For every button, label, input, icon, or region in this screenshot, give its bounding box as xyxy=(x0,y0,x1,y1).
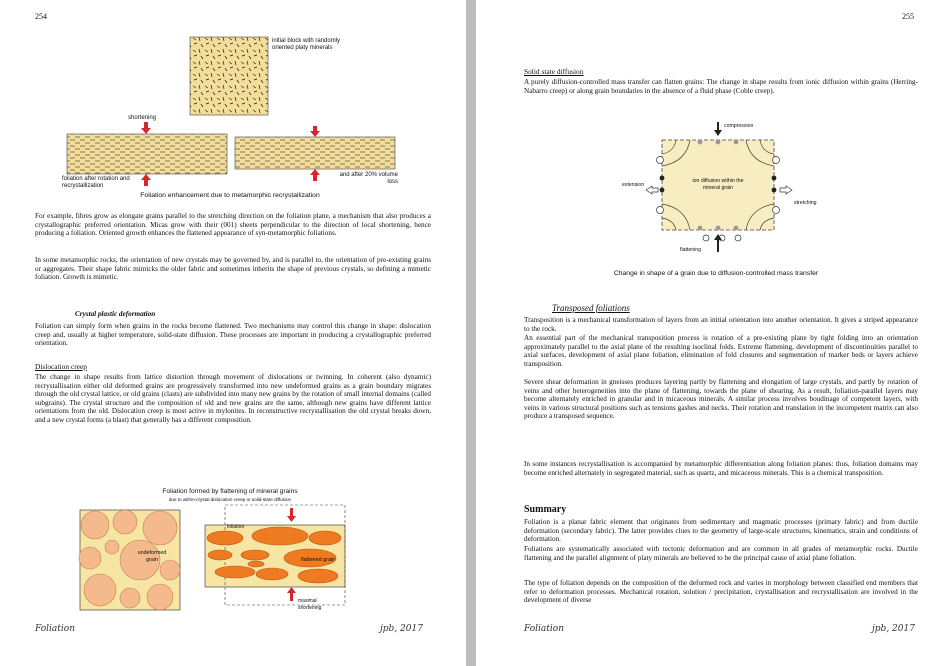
page-gutter xyxy=(466,0,476,666)
label-shortening: shortening xyxy=(128,115,157,121)
paragraph: The change in shape results from lattice distortion through movement of dislocations or twinning. In coherent (also dynamic) recrystallisation either old deformed grains are progressively transformed into new undeformed grains as a grain boundary migrates through the old crystal lattice, or old grains (clasts) are subdivided into many new grains by the rotation of small internal domains (called subgrains). The crystal structure and the composition of old and new grains are the same, although new grains have different lattice orientations from the old. Dislocation creep is most active in mylonites. In reconstructive recrystallisation the old crystal breaks down, and a new crystal forms (a blast) that generally has a different composition. xyxy=(35,373,431,424)
label-initial-block: initial block with randomly oriented platy minerals xyxy=(272,38,341,51)
figure-title: Foliation formed by flattening of mineral grains xyxy=(162,488,298,495)
label-extension: extension xyxy=(622,182,645,188)
page-number: 255 xyxy=(902,12,914,21)
label-foliation: foliation xyxy=(227,524,245,530)
paragraph: A purely diffusion-controlled mass transfer can flatten grains: The change in shape results from ionic diffusion within grains (Herring-Nabarro creep) or along grain boundaries in the absence of a fluid phase (Coble creep). xyxy=(524,78,918,95)
label-after-volume-loss: and after 20% volume loss xyxy=(339,172,398,185)
footer-title: Foliation xyxy=(35,624,76,634)
initial-block xyxy=(190,37,268,115)
figure-caption: Change in shape of a grain due to diffusion-controlled mass transfer xyxy=(613,270,819,277)
label-flattened-grain: flattened grain xyxy=(301,557,336,563)
figure-flattened-grains xyxy=(0,500,466,620)
paragraph: An essential part of the mechanical transposition process is rotation of a pre-existing plane by tight folding into an orientation approximately parallel to the axial plane of the resulting isoclinal folds. Extreme flattening, development of discontinuities parallel to axial surfaces, development of axial plane foliation, elimination of fold closures and segmentation of marker beds or layers achieve transposition. xyxy=(524,334,918,368)
label-maximal-shortening: maximal shortening xyxy=(298,598,322,611)
label-compression: compression xyxy=(724,123,754,129)
paragraph: Foliations are systematically associated with tectonic deformation and are common in all grades of metamorphic rocks. Ductile flattening and the parallel alignment of platy minerals are believed to be the principal cause of axial plane foliation. xyxy=(524,545,918,562)
footer-title: Foliation xyxy=(524,624,565,634)
foliated-block xyxy=(67,134,227,174)
label-after-rotation: foliation after rotation and recrystallization xyxy=(62,176,130,189)
paragraph: In some instances recrystallisation is accompanied by metamorphic differentiation along foliation planes: thus, foliation domains may become enriched alternately in segregated material, such as quartz, and micaceous minerals. This is a chemical transposition. xyxy=(524,460,918,477)
heading-solid-state-diffusion: Solid state diffusion xyxy=(524,67,584,76)
paragraph: Severe shear deformation in gneisses produces layering partly by flattening and elongation of large crystals, and partly by rotation of veins and other heterogeneities into the plane of flattening, towards the plane of shearing. As a result, foliation-parallel layers may become alternately enriched in granular and in micaceous minerals. A similar process involves boudinage of competent layers, with veins in various structural positions such as tensions gashes and necks. Their rotation and translation in the incompetent matrix can also produce a transposed sequence. xyxy=(524,378,918,421)
label-stretching: stretching xyxy=(794,200,817,206)
foliated-block-volume-loss xyxy=(235,137,395,169)
paragraph: Foliation can simply form when grains in the rocks become flattened. Two mechanisms may control this change in shape: dislocation creep and, usually at higher temperature, solid-state diffusion. These processes are important in producing a crystallographic preferred orientation. xyxy=(35,322,431,348)
footer-author: jpb, 2017 xyxy=(872,624,915,634)
figure-caption: Foliation enhancement due to metamorphic recrystallization xyxy=(140,192,320,199)
label-flattening: flattening xyxy=(680,247,702,253)
paragraph: In some metamorphic rocks, the orientation of new crystals may be governed by, and is parallel to, the orientation of pre-existing grains or aggregates. Their shape fabric mimicks the older fabric and sometimes inherits the shape of previous crystals, so defining a mimetic foliation. Growth is mimetic. xyxy=(35,256,431,282)
right-page xyxy=(476,0,932,666)
paragraph: Foliation is a planar fabric element that originates from sedimentary and magmatic processes (primary fabric) and from ductile deformation (secondary fabric). The latter provides clues to the geometry of large-scale structures, kinematics, strain and conditions of deformation. xyxy=(524,518,918,544)
heading-transposed-foliations: Transposed foliations xyxy=(552,303,630,313)
figure-diffusion-grain xyxy=(476,118,932,278)
page-number: 254 xyxy=(35,12,47,21)
footer-author: jpb, 2017 xyxy=(380,624,423,634)
label-undeformed-grain: undeformed grain xyxy=(137,550,167,563)
heading-summary: Summary xyxy=(524,504,567,515)
heading-crystal-plastic: Crystal plastic deformation xyxy=(75,310,156,318)
paragraph: Transposition is a mechanical transformation of layers from an initial orientation into another orientation. It gives a striped appearance to the rock. xyxy=(524,316,918,333)
paragraph: For example, fibres grow as elongate grains parallel to the stretching direction on the foliation plane, a mechanism that also produces a crystallographic preferred orientation. Micas grow with their (001) sheets perpendicular to the direction of local shortening, hence producing a foliation. Oriented growth enhances the flattened appearance of syn-metamorphic foliations. xyxy=(35,212,431,238)
figure-subtitle: due to within-crystal dislocation creep or solid-state diffusion xyxy=(168,497,292,502)
heading-dislocation-creep: Dislocation creep xyxy=(35,362,87,371)
paragraph: The type of foliation depends on the composition of the deformed rock and varies in morphology between classified end members that refer to deformation processes. Mechanical rotation, solution / precipitation, crystallisation and recrystallisation are involved in the development of diverse xyxy=(524,579,918,605)
label-ion-diffusion: ion diffusion within the mineral grain xyxy=(692,178,744,191)
